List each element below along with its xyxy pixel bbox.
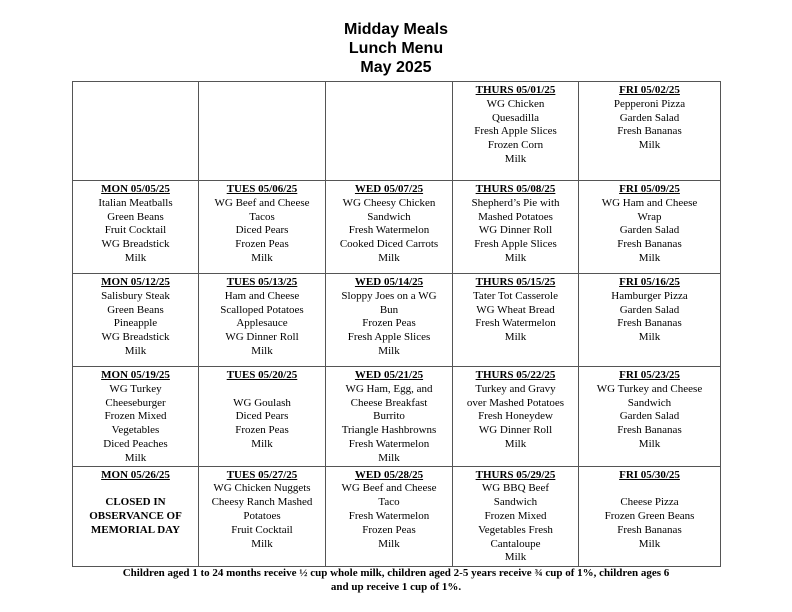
day-cell: [453, 466, 579, 566]
day-date: FRI 05/30/25: [619, 468, 680, 481]
menu-item: Fresh Bananas: [617, 424, 682, 437]
menu-item: Milk: [638, 139, 661, 152]
week-row: [73, 466, 721, 566]
menu-item: over Mashed Potatoes: [466, 396, 565, 409]
menu-item: WG Dinner Roll: [225, 331, 299, 344]
menu-item: Applesauce: [236, 317, 288, 330]
menu-item: Pineapple: [113, 317, 158, 330]
menu-item: Milk: [638, 251, 661, 264]
menu-body: [73, 82, 721, 567]
day-date: WED 05/28/25: [354, 468, 424, 481]
day-cell: [579, 82, 721, 181]
day-date: MON 05/12/25: [101, 276, 170, 288]
menu-item: Burrito: [373, 410, 405, 423]
day-cell: [73, 367, 199, 467]
menu-item: Turkey and Gravy: [475, 382, 556, 395]
menu-item: Scalloped Potatoes: [220, 303, 304, 316]
menu-item: WG Turkey and Cheese: [596, 382, 703, 395]
footnote-line-1: Children aged 1 to 24 months receive ½ cup whole milk, children aged 2-5 years receive ¾ cup of 1%, children ages 6: [122, 567, 670, 579]
menu-item: WG Chicken Nuggets: [213, 482, 311, 495]
week-row: [73, 181, 721, 274]
menu-item: Sandwich: [367, 210, 411, 223]
menu-item: Frozen Mixed: [104, 410, 167, 423]
menu-item: Fresh Watermelon: [348, 509, 430, 522]
menu-item: Frozen Corn: [487, 139, 544, 152]
menu-item: Milk: [504, 152, 527, 165]
day-date: THURS 05/01/25: [475, 84, 556, 96]
menu-item: Fresh Bananas: [617, 317, 682, 330]
menu-item: Milk: [124, 251, 147, 264]
menu-item: WG Dinner Roll: [478, 424, 553, 437]
menu-item: WG Beef and Cheese: [341, 482, 437, 495]
menu-item: Tacos: [249, 210, 275, 223]
day-cell: [326, 274, 453, 367]
menu-item: Frozen Mixed: [484, 509, 547, 522]
day-date: MON 05/26/25: [101, 468, 170, 481]
menu-item: Milk: [251, 537, 273, 550]
day-cell: [73, 274, 199, 367]
day-cell: [453, 274, 579, 367]
menu-item: Fresh Apple Slices: [474, 125, 557, 138]
menu-item: [200, 383, 324, 397]
menu-item: Garden Salad: [619, 410, 680, 423]
menu-item: Vegetables Fresh: [478, 523, 553, 536]
menu-item: WG Ham and Cheese: [601, 196, 698, 209]
menu-item: WG Turkey: [109, 382, 162, 395]
menu-item: Fresh Watermelon: [348, 437, 430, 450]
menu-item: Diced Peaches: [103, 437, 168, 450]
menu-item: Cheese Breakfast: [350, 396, 428, 409]
menu-item: Milk: [251, 437, 273, 450]
menu-item: Frozen Peas: [362, 523, 416, 536]
menu-item: Ham and Cheese: [224, 289, 300, 302]
menu-item: Pepperoni Pizza: [613, 97, 686, 110]
day-cell: [579, 367, 721, 467]
menu-item: WG Breadstick: [101, 331, 170, 344]
menu-item: Garden Salad: [619, 224, 680, 237]
day-cell: [326, 181, 453, 274]
closure-notice: MEMORIAL DAY: [90, 523, 181, 536]
menu-item: Sandwich: [627, 396, 672, 409]
day-date: WED 05/21/25: [354, 369, 424, 381]
day-cell: [453, 82, 579, 181]
menu-item: Salisbury Steak: [101, 289, 170, 302]
menu-item: Wrap: [637, 210, 662, 223]
menu-item: Fresh Watermelon: [348, 224, 430, 237]
menu-item: Fresh Bananas: [617, 238, 682, 251]
menu-item: Milk: [124, 344, 147, 357]
day-cell: [199, 181, 326, 274]
menu-item: Frozen Peas: [235, 238, 289, 251]
menu-item: Fresh Watermelon: [475, 317, 556, 330]
day-date: TUES 05/06/25: [226, 183, 298, 195]
day-date: THURS 05/15/25: [475, 276, 556, 288]
menu-item: Shepherd’s Pie with: [471, 196, 560, 209]
day-date: MON 05/19/25: [101, 369, 170, 381]
menu-item: Milk: [504, 331, 527, 344]
menu-item: Green Beans: [107, 303, 164, 316]
menu-item: Hamburger Pizza: [611, 289, 688, 302]
menu-item: WG Cheesy Chicken: [342, 196, 436, 209]
menu-item: Diced Pears: [235, 410, 289, 423]
menu-item: Fresh Honeydew: [478, 410, 553, 423]
menu-item: Cheesy Ranch Mashed: [211, 496, 313, 509]
day-cell: [73, 181, 199, 274]
day-date: THURS 05/29/25: [475, 468, 556, 481]
menu-item: Garden Salad: [619, 111, 680, 124]
menu-item: Triangle Hashbrowns: [341, 424, 437, 437]
day-cell: [199, 367, 326, 467]
menu-item: Milk: [251, 344, 273, 357]
menu-item: Sandwich: [493, 496, 538, 509]
day-date: WED 05/07/25: [354, 183, 424, 195]
menu-item: WG Chicken: [486, 97, 545, 110]
menu-item: Fruit Cocktail: [104, 224, 167, 237]
day-date: FRI 05/16/25: [619, 276, 680, 288]
menu-item: Fresh Apple Slices: [347, 331, 431, 344]
day-cell: [199, 274, 326, 367]
menu-item: Milk: [378, 451, 400, 464]
menu-item: WG Dinner Roll: [478, 224, 553, 237]
title-line-3: May 2025: [360, 59, 432, 76]
menu-item: Fruit Cocktail: [231, 523, 293, 536]
menu-item: Milk: [124, 451, 147, 464]
day-date: FRI 05/23/25: [619, 369, 680, 381]
menu-item: Fresh Bananas: [617, 125, 682, 138]
menu-item: Cheeseburger: [105, 396, 166, 409]
menu-item: Cooked Diced Carrots: [339, 238, 439, 251]
menu-item: Mashed Potatoes: [478, 210, 553, 223]
day-cell: [579, 466, 721, 566]
menu-item: Taco: [378, 496, 400, 509]
menu-item: Tater Tot Casserole: [472, 289, 558, 302]
day-cell: [453, 367, 579, 467]
menu-item: Milk: [378, 344, 400, 357]
menu-item: Fresh Bananas: [617, 523, 682, 536]
menu-title: [0, 20, 792, 77]
day-date: TUES 05/27/25: [226, 468, 298, 481]
day-date: MON 05/05/25: [101, 183, 170, 195]
menu-item: Potatoes: [243, 509, 281, 522]
day-cell: [579, 274, 721, 367]
day-date: THURS 05/08/25: [475, 183, 556, 195]
menu-item: Cantaloupe: [490, 537, 541, 550]
footnote-line-2: and up receive 1 cup of 1%.: [330, 580, 462, 593]
title-line-1: Midday Meals: [343, 21, 449, 38]
menu-item: WG Wheat Bread: [476, 303, 555, 316]
menu-item: Milk: [504, 251, 527, 264]
menu-item: Milk: [638, 437, 661, 450]
menu-item: WG Ham, Egg, and: [345, 382, 433, 395]
day-cell: [199, 466, 326, 566]
menu-item: Frozen Peas: [235, 424, 289, 437]
day-cell: [73, 466, 199, 566]
menu-item: Milk: [504, 551, 527, 564]
menu-item: Milk: [638, 331, 661, 344]
menu-item: Milk: [378, 537, 400, 550]
menu-item: Milk: [251, 251, 273, 264]
menu-item: [74, 482, 197, 496]
menu-item: Milk: [638, 537, 661, 550]
menu-item: Quesadilla: [491, 111, 540, 124]
day-date: FRI 05/09/25: [619, 183, 680, 195]
day-date: TUES 05/13/25: [226, 276, 298, 288]
day-date: WED 05/14/25: [354, 276, 424, 288]
menu-item: Frozen Green Beans: [604, 509, 695, 522]
title-line-2: Lunch Menu: [348, 40, 444, 57]
menu-item: Italian Meatballs: [98, 196, 173, 209]
week-row: [73, 367, 721, 467]
day-cell: [326, 367, 453, 467]
menu-item: Sloppy Joes on a WG: [341, 289, 437, 302]
menu-item: Milk: [378, 251, 400, 264]
closure-notice: OBSERVANCE OF: [89, 509, 182, 522]
day-date: THURS 05/22/25: [475, 369, 556, 381]
menu-item: Milk: [504, 437, 527, 450]
menu-item: WG Breadstick: [101, 238, 170, 251]
menu-item: Garden Salad: [619, 303, 680, 316]
empty-day-cell: [199, 82, 326, 181]
milk-footnote: [72, 567, 720, 594]
menu-item: WG Beef and Cheese: [214, 196, 310, 209]
closure-notice: CLOSED IN: [105, 496, 166, 509]
empty-day-cell: [326, 82, 453, 181]
menu-item: Green Beans: [107, 210, 164, 223]
menu-item: [580, 482, 719, 496]
day-date: TUES 05/20/25: [226, 369, 298, 381]
day-cell: [579, 181, 721, 274]
week-row: [73, 274, 721, 367]
menu-item: Frozen Peas: [362, 317, 416, 330]
menu-item: Diced Pears: [235, 224, 289, 237]
menu-item: WG Goulash: [233, 396, 291, 409]
menu-item: Cheese Pizza: [620, 496, 679, 509]
empty-day-cell: [73, 82, 199, 181]
day-date: FRI 05/02/25: [619, 84, 680, 96]
day-cell: [326, 466, 453, 566]
menu-item: WG BBQ Beef: [481, 482, 550, 495]
menu-item: Fresh Apple Slices: [474, 238, 557, 251]
day-cell: [453, 181, 579, 274]
menu-item: Vegetables: [111, 424, 160, 437]
menu-item: Bun: [379, 303, 399, 316]
lunch-menu-calendar: [72, 81, 721, 567]
week-row: [73, 82, 721, 181]
